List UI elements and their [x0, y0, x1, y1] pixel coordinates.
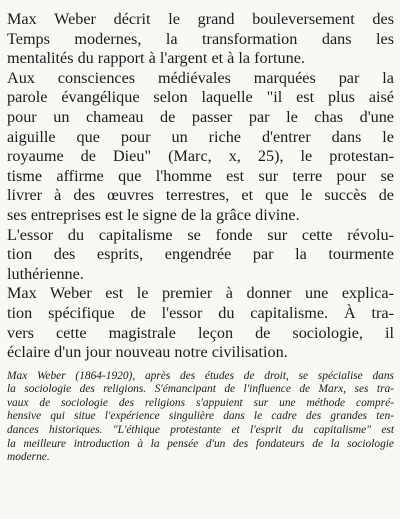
text-line: livrer à des œuvres terrestres, et que le succès de — [7, 186, 394, 205]
text-line: Temps modernes, la transformation dans les — [7, 29, 394, 48]
text-line: éclaire d'un jour nouveau notre civilisation. — [7, 343, 288, 362]
text-line: Aux consciences médiévales marquées par la — [7, 68, 394, 87]
text-line: royaume de Dieu" (Marc, x, 25), le protestan- — [7, 147, 394, 166]
text-line: tion spécifique de l'essor du capitalisme. À tra- — [7, 303, 394, 322]
text-line: vers cette magistrale leçon de sociologie, il — [7, 323, 394, 342]
text-line: luthérienne. — [7, 264, 84, 283]
note-line: dances historiques. "L'éthique protestante et l'esprit du capitalisme" est — [7, 424, 394, 437]
author-biography-note — [7, 370, 394, 465]
text-line: pour un chameau de passer par le chas d'une — [7, 107, 394, 126]
text-line: L'essor du capitalisme se fonde sur cette révolu- — [7, 225, 394, 244]
text-line: tisme affirme que l'homme est sur terre pour se — [7, 166, 394, 185]
text-line: mentalités du rapport à l'argent et à la fortune. — [7, 49, 305, 68]
blurb-text — [7, 10, 394, 363]
text-line: tion des esprits, engendrée par la tourmente — [7, 245, 394, 264]
paragraph-intro — [7, 10, 394, 69]
text-line: ses entreprises est le signe de la grâce divine. — [7, 205, 300, 224]
text-line: aiguille que pour un riche d'entrer dans le — [7, 127, 394, 146]
text-line: parole évangélique selon laquelle "il est plus aisé — [7, 88, 394, 107]
note-line: la sociologie des religions. S'émancipant de l'influence de Marx, ses tra- — [7, 383, 394, 396]
paragraph-medieval — [7, 69, 394, 226]
note-line: la meilleure introduction à la pensée d'un des fondateurs de la sociologie — [7, 437, 394, 450]
paragraph-conclusion — [7, 284, 394, 362]
paragraph-capitalism — [7, 226, 394, 285]
note-line: hensive qui situe l'expérience singulière dans le cadre des grandes ten- — [7, 410, 394, 423]
note-line: vaux de sociologie des religions s'appuient sur une méthode compré- — [7, 396, 394, 409]
note-line: Max Weber (1864-1920), après des études de droit, se spécialise dans — [7, 369, 394, 382]
note-line: moderne. — [7, 451, 50, 464]
text-line: Max Weber est le premier à donner une explica- — [7, 284, 394, 303]
text-line: Max Weber décrit le grand bouleversement des — [7, 10, 394, 28]
